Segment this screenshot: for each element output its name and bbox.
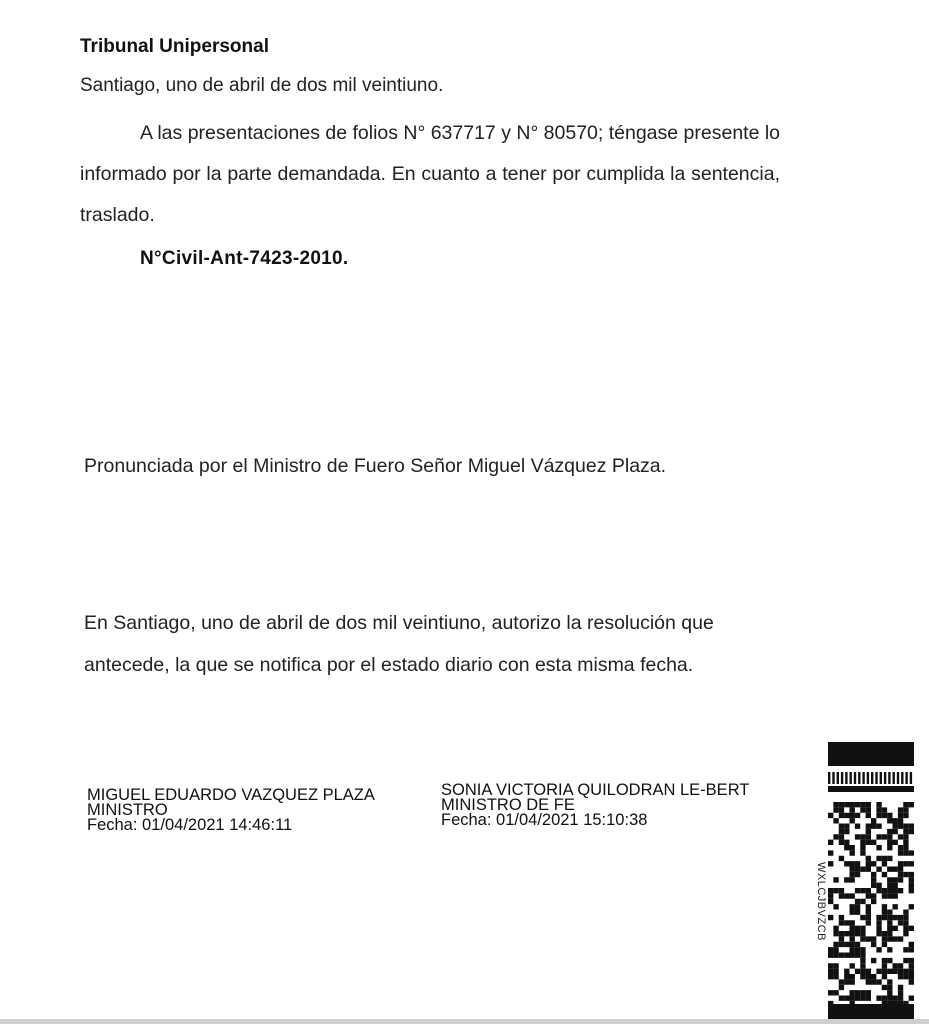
case-number: N°Civil-Ant-7423-2010. xyxy=(140,248,349,269)
signature-left xyxy=(87,788,375,833)
signer-role: MINISTRO DE FE xyxy=(441,796,575,814)
signer-role: MINISTRO xyxy=(87,801,168,819)
court-name: Tribunal Unipersonal xyxy=(80,36,269,57)
signer-name: SONIA VICTORIA QUILODRAN LE-BERT xyxy=(441,781,750,799)
signature-date: Fecha: 01/04/2021 14:46:11 xyxy=(87,816,293,834)
verification-code: WXLCJBVZCB xyxy=(815,862,827,941)
resolution-date: Santiago, uno de abril de dos mil veintiuno. xyxy=(80,75,444,96)
pronounced-by: Pronunciada por el Ministro de Fuero Señor Miguel Vázquez Plaza. xyxy=(84,455,667,477)
page-bottom-edge xyxy=(0,1019,929,1024)
authorization-text: En Santiago, uno de abril de dos mil veintiuno, autorizo la resolución que antecede, la que se notifica por el estado diario con esta misma fecha. xyxy=(84,612,714,676)
resolution-body: A las presentaciones de folios N° 637717 y N° 80570; téngase presente lo informado por la parte demandada. En cuanto a tener por cumplida la sentencia, traslado. xyxy=(80,122,781,226)
signature-right xyxy=(441,783,771,828)
signer-name: MIGUEL EDUARDO VAZQUEZ PLAZA xyxy=(87,786,375,804)
signature-date: Fecha: 01/04/2021 15:10:38 xyxy=(441,811,648,829)
barcode-icon xyxy=(828,742,914,1024)
